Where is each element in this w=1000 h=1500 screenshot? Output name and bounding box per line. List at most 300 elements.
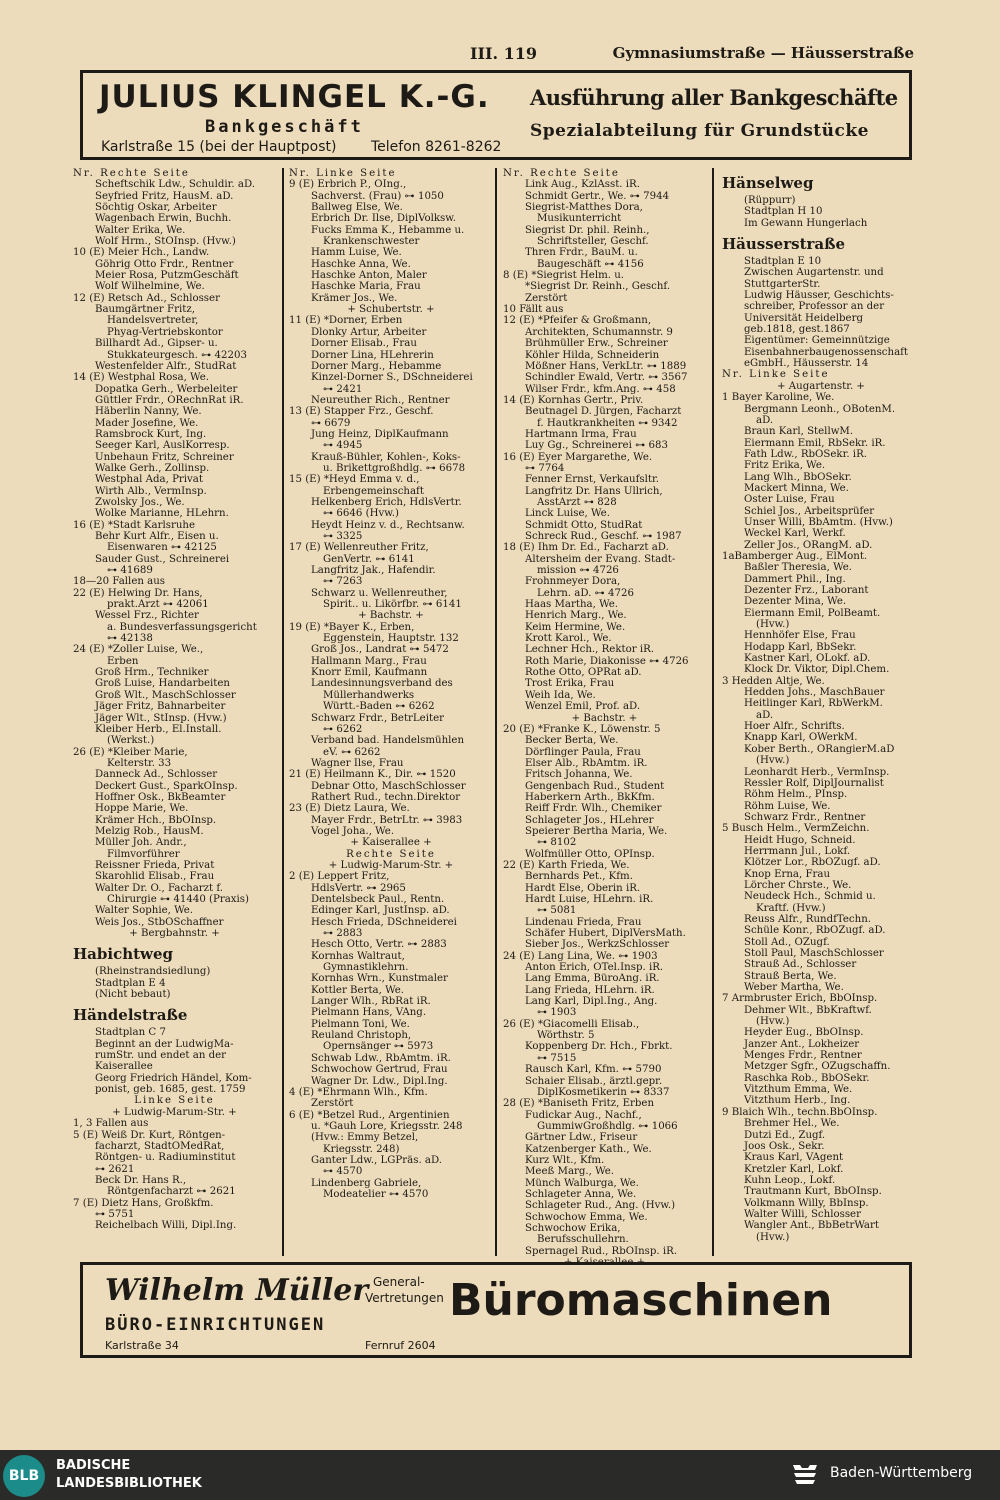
directory-entry: Schaier Elisab., ärztl.gepr. (525, 1075, 663, 1087)
directory-entry: Zwolsky Jos., We. (95, 496, 185, 508)
directory-entry: Haschke Anton, Maler (311, 270, 427, 282)
directory-entry: Helkenberg Erich, HdlsVertr. (311, 496, 462, 508)
directory-entry: Nr. Linke Seite (289, 168, 397, 179)
directory-entry: Kurz Wlt., Kfm. (525, 1154, 605, 1166)
directory-entry: Stadtplan E 10 (744, 256, 822, 268)
directory-entry: Wirth Alb., VermInsp. (95, 485, 207, 497)
directory-entry: Dammert Phil., Ing. (744, 573, 846, 585)
directory-entry: Trautmann Kurt, BbOInsp. (744, 1186, 882, 1198)
directory-entry: Landesinnungsverband des (311, 678, 453, 690)
directory-entry: Elser Alb., RbAmtm. iR. (525, 757, 648, 769)
directory-entry: 18 (E) Ihm Dr. Ed., Facharzt aD. (503, 542, 669, 554)
directory-entry: Hoer Alfr., Schrifts. (744, 721, 845, 733)
street-heading: Händelstraße (73, 1006, 188, 1025)
directory-entry: Hesch Frieda, DSchneiderei (311, 916, 457, 928)
directory-entry: Dehmer Wlt., BbKraftwf. (744, 1004, 872, 1016)
directory-entry: (Hvw.) (756, 619, 790, 631)
directory-entry: Haas Martha, We. (525, 599, 618, 611)
directory-entry: 18—20 Fallen aus (73, 576, 166, 588)
directory-entry: 16 (E) Eyer Margarethe, We. (503, 451, 653, 463)
directory-entry: Rausch Karl, Kfm. ⊶ 5790 (525, 1064, 662, 1076)
directory-entry: Stukkateurgesch. ⊶ 42203 (107, 349, 247, 361)
directory-entry: + Kaiserallee + (563, 1257, 646, 1268)
directory-entry: Wilser Frdr., kfm.Ang. ⊶ 458 (525, 383, 676, 395)
directory-entry: (Nicht bebaut) (95, 989, 171, 1001)
directory-entry: Beutnagel D. Jürgen, Facharzt (525, 406, 682, 418)
directory-entry: Siegrist-Matthes Dora, (525, 202, 643, 214)
directory-entry: Walter Erika, We. (95, 224, 186, 236)
directory-entry: Hoppe Marie, We. (95, 803, 189, 815)
directory-entry: Weis Jos., StbOSchaffner (95, 916, 224, 928)
directory-entry: Braun Karl, StellwM. (744, 426, 854, 438)
directory-entry: Wessel Frz., Richter (95, 610, 199, 622)
ad-equipment: BÜRO-EINRICHTUNGEN (105, 1315, 326, 1335)
directory-entry: Groß Luise, Handarbeiten (95, 678, 230, 690)
directory-entry: (Werkst.) (107, 735, 155, 747)
directory-entry: Mader Josefine, We. (95, 417, 199, 429)
directory-entry: Jäger Fritz, Bahnarbeiter (95, 701, 226, 713)
ad-products: Büromaschinen (449, 1275, 833, 1326)
directory-entry: Köhler Hilda, Schneiderin (525, 349, 660, 361)
directory-entry: Wolke Marianne, HLehrn. (95, 508, 229, 520)
directory-entry: Thren Frdr., BauM. u. (525, 247, 638, 259)
directory-entry: Röhm Luise, We. (744, 800, 831, 812)
directory-entry: 2 (E) Leppert Fritz, (289, 871, 390, 883)
directory-entry: 3 Hedden Altje, We. (722, 675, 825, 687)
ad-role-line-2: Vertretungen (365, 1291, 444, 1305)
directory-entry: Zerstört (525, 292, 568, 304)
directory-entry: Münch Walburga, We. (525, 1177, 639, 1189)
directory-entry: Spernagel Rud., RbOInsp. iR. (525, 1245, 678, 1257)
directory-entry: 11 (E) *Dorner, Erben (289, 315, 403, 327)
directory-entry: Scheftschik Ldw., Schuldir. aD. (95, 179, 256, 191)
directory-entry: Krauß-Bühler, Kohlen-, Koks- (311, 451, 461, 463)
directory-entry: Brehmer Hel., We. (744, 1118, 840, 1130)
directory-entry: Kraus Karl, VAgent (744, 1152, 844, 1164)
directory-entry: Eisenbahnerbaugenossenschaft (744, 346, 909, 358)
directory-entry: Haschke Maria, Frau (311, 281, 421, 293)
directory-entry: Reuss Alfr., RundfTechn. (744, 913, 871, 925)
directory-entry: Ballweg Else, We. (311, 202, 403, 214)
directory-entry: Fritz Erika, We. (744, 460, 826, 472)
directory-entry: Georg Friedrich Händel, Kom- (95, 1072, 252, 1084)
column-divider (495, 168, 497, 1256)
directory-entry: Dutzi Ed., Zugf. (744, 1129, 826, 1141)
directory-entry: Baugeschäft ⊶ 4156 (537, 258, 644, 270)
directory-entry: aD. (756, 709, 774, 721)
library-name (56, 1457, 202, 1493)
directory-column-2 (289, 168, 493, 1256)
directory-entry: Architekten, Schumannstr. 9 (525, 326, 673, 338)
directory-entry: Dentelsbeck Paul., Rentn. (311, 894, 445, 905)
directory-entry: ⊶ 8102 (537, 837, 577, 849)
directory-entry: Ludwig Häusser, Geschichts- (744, 290, 894, 302)
directory-entry: (Rheinstrandsiedlung) (95, 966, 211, 978)
directory-entry: Groß Wlt., MaschSchlosser (95, 689, 236, 701)
directory-entry: Lechner Hch., Rektor iR. (525, 644, 655, 656)
directory-entry: a. Bundesverfassungsgericht (107, 621, 257, 633)
directory-entry: 7 (E) Dietz Hans, Großkfm. (73, 1197, 214, 1209)
directory-entry: ⊶ 6262 (323, 723, 363, 735)
directory-entry: + Ludwig-Marum-Str. + (112, 1106, 237, 1118)
directory-entry: Haberkern Arth., BkKfm. (525, 791, 655, 803)
directory-entry: Strauß Berta, We. (744, 970, 837, 982)
directory-entry: Berufsschullehrn. (537, 1234, 629, 1246)
directory-entry: Walke Gerh., Zollinsp. (95, 462, 210, 474)
directory-column-3 (503, 168, 706, 1268)
directory-entry: Deckert Gust., SparkOInsp. (95, 780, 238, 792)
directory-entry: 7 Armbruster Erich, BbOInsp. (722, 993, 878, 1005)
directory-entry: f. Hautkrankheiten ⊶ 9342 (537, 417, 678, 429)
coat-of-arms-icon (790, 1460, 820, 1490)
directory-entry: Gengenbach Rud., Student (525, 780, 665, 792)
state-name: Baden-Württemberg (830, 1465, 973, 1481)
directory-entry: Kaiserallee (95, 1061, 153, 1073)
directory-entry: Linck Luise, We. (525, 508, 610, 520)
blb-logo-icon: BLB (3, 1455, 45, 1497)
directory-entry: Bergmann Leonh., OBotenM. (744, 403, 896, 415)
directory-entry: Neudeck Hch., Schmid u. (744, 891, 876, 903)
directory-entry: Siegrist Dr. phil. Reinh., (525, 224, 650, 236)
directory-entry: Wenzel Emil, Prof. aD. (525, 701, 641, 713)
directory-entry: Weih Ida, We. (525, 689, 596, 701)
directory-entry: (Hvw.) (756, 755, 790, 767)
directory-entry: ⊶ 5751 (95, 1208, 135, 1220)
directory-entry: 23 (E) Dietz Laura, We. (289, 803, 410, 815)
directory-entry: Verband bad. Handelsmühlen (311, 735, 465, 747)
directory-entry: Musikunterricht (537, 213, 622, 225)
directory-entry: Kleiber Herb., El.Install. (95, 723, 222, 735)
directory-entry: Knapp Karl, OWerkM. (744, 732, 858, 744)
directory-entry: Volkmann Willy, BbInsp. (744, 1197, 869, 1209)
directory-entry: Schmidt Otto, StudRat (525, 519, 643, 531)
directory-entry: Vitzthum Emma, We. (744, 1084, 853, 1096)
directory-entry: Nr. Linke Seite (722, 369, 830, 381)
directory-entry: Heydt Heinz v. d., Rechtsanw. (311, 519, 465, 531)
directory-entry: Keim Hermine, We. (525, 621, 626, 633)
ad-company-kind: Bankgeschäft (205, 117, 364, 137)
directory-entry: Krämer Jos., We. (311, 292, 398, 304)
directory-entry: Fenner Ernst, Verkaufsltr. (525, 474, 659, 486)
directory-entry: Schäfer Hubert, DiplVersMath. (525, 928, 686, 940)
directory-entry: *Siegrist Dr. Reinh., Geschf. (525, 281, 671, 293)
directory-entry: Schlageter Rud., Ang. (Hvw.) (525, 1200, 676, 1212)
directory-entry: Mackert Minna, We. (744, 482, 849, 494)
directory-entry: Heidt Hugo, Schneid. (744, 834, 856, 846)
directory-entry: Wagenbach Erwin, Buchh. (95, 213, 232, 225)
directory-entry: Phyag-Vertriebskontor (107, 326, 223, 338)
directory-entry: eV. ⊶ 6262 (323, 746, 381, 758)
directory-entry: Im Gewann Hungerlach (744, 217, 868, 229)
directory-entry: HdlsVertr. ⊶ 2965 (311, 882, 406, 894)
directory-entry: Altersheim der Evang. Stadt- (525, 553, 676, 565)
directory-entry: Pielmann Hans, VAng. (311, 1007, 427, 1019)
directory-entry: Zeller Jos., ORangM. aD. (744, 539, 873, 551)
directory-entry: Raschka Rob., BbOSekr. (744, 1072, 870, 1084)
directory-entry: Sachverst. (Frau) ⊶ 1050 (311, 190, 444, 202)
directory-entry: Baßler Theresia, We. (744, 562, 852, 574)
directory-entry: Dorner Elisab., Frau (311, 338, 417, 350)
directory-entry: Knorr Emil, Kaufmann (311, 667, 428, 679)
directory-entry: Schiel Jos., Arbeitsprüfer (744, 505, 875, 517)
directory-entry: ⊶ 42138 (107, 633, 153, 645)
directory-entry: Melzig Rob., HausM. (95, 825, 204, 837)
directory-entry: Henrich Marg., We. (525, 610, 627, 622)
directory-entry: Strauß Ad., Schlosser (744, 959, 857, 971)
directory-entry: ⊶ 2621 (95, 1163, 135, 1175)
directory-entry: Reichelbach Willi, Dipl.Ing. (95, 1220, 237, 1232)
directory-entry: Krämer Hch., BbOInsp. (95, 814, 217, 826)
directory-entry: GummiwGroßhdlg. ⊶ 1066 (537, 1120, 678, 1132)
ad-address: Karlstraße 34 (105, 1339, 179, 1352)
ad-role-line-1: General- (373, 1275, 425, 1289)
directory-entry: ⊶ 7515 (537, 1052, 577, 1064)
directory-entry: Häberlin Nanny, We. (95, 406, 202, 418)
directory-entry: Württ.-Baden ⊶ 6262 (323, 701, 435, 713)
directory-entry: Schmidt Gertr., We. ⊶ 7944 (525, 190, 670, 202)
directory-entry: Lehrn. aD. ⊶ 4726 (537, 587, 634, 599)
directory-entry: Krankenschwester (323, 236, 420, 248)
directory-entry: Joos Osk., Sekr. (744, 1140, 825, 1152)
directory-entry: Schwarz Frdr., BetrLeiter (311, 712, 444, 724)
directory-entry: rumStr. und endet an der (95, 1050, 227, 1062)
directory-entry: 6 (E) *Betzel Rud., Argentinien (289, 1109, 450, 1121)
directory-entry: Wagner Ilse, Frau (311, 757, 404, 769)
directory-entry: ⊶ 2421 (323, 383, 363, 395)
directory-entry: 15 (E) *Heyd Emma v. d., (289, 474, 420, 486)
directory-entry: StuttgarterStr. (744, 278, 821, 290)
directory-entry: (Hvw.: Emmy Betzel, (311, 1132, 419, 1144)
directory-entry: 9 Blaich Wlh., techn.BbOInsp. (722, 1106, 878, 1118)
directory-entry: Roth Marie, Diakonisse ⊶ 4726 (525, 655, 689, 667)
directory-entry: Gymnastiklehrn. (323, 962, 409, 974)
directory-entry: 26 (E) *Kleiber Marie, (73, 746, 188, 758)
directory-entry: Hedden Johs., MaschBauer (744, 687, 885, 699)
directory-entry: Sauder Gust., Schreinerei (95, 553, 230, 565)
street-heading: Häusserstraße (722, 235, 846, 254)
directory-entry: 9 (E) Erbrich P., OIng., (289, 179, 407, 191)
directory-entry: ⊶ 2883 (323, 928, 363, 940)
directory-entry: Reuland Christoph, (311, 1030, 412, 1042)
directory-entry: Trost Erika, Frau (525, 678, 615, 690)
directory-entry: Haschke Anna, We. (311, 258, 411, 270)
directory-entry: Skarohlid Elisab., Frau (95, 871, 215, 883)
directory-entry: Hamm Luise, We. (311, 247, 402, 259)
directory-entry: Lang Karl, Dipl.Ing., Ang. (525, 996, 658, 1008)
directory-entry: Erbengemeinschaft (323, 485, 424, 497)
directory-entry: Krott Karol., We. (525, 633, 612, 645)
directory-entry: 22 (E) Karth Frieda, We. (503, 859, 630, 871)
directory-entry: Dezenter Mina, We. (744, 596, 847, 608)
directory-entry: + Schubertstr. + (347, 304, 435, 316)
directory-entry: Beginnt an der LudwigMa- (95, 1038, 234, 1050)
directory-entry: Gärtner Ldw., Friseur (525, 1132, 638, 1144)
directory-entry: Groß Jos., Landrat ⊶ 5472 (311, 644, 449, 656)
directory-entry: Brühmüller Erw., Schreiner (525, 338, 668, 350)
directory-entry: Ramsbrock Kurt, Ing. (95, 428, 207, 440)
directory-entry: Klötzer Lor., RbOZugf. aD. (744, 857, 881, 869)
directory-entry: Rechte Seite (346, 848, 436, 860)
directory-entry: ⊶ 1903 (537, 1007, 577, 1019)
directory-entry: Jung Heinz, DiplKaufmann (311, 428, 449, 440)
directory-entry: Vitzthum Herb., Ing. (744, 1095, 851, 1107)
directory-entry: Schwochow Gertrud, Frau (311, 1064, 448, 1076)
directory-entry: 21 (E) Heilmann K., Dir. ⊶ 1520 (289, 769, 456, 781)
directory-entry: ⊶ 6646 (Hvw.) (323, 508, 399, 520)
directory-column-1 (73, 168, 276, 1256)
directory-entry: Schlageter Jos., HLehrer (525, 814, 654, 826)
directory-entry: 12 (E) Retsch Ad., Schlosser (73, 292, 220, 304)
directory-entry: Söchtig Oskar, Arbeiter (95, 202, 217, 214)
ad-phone: Telefon 8261-8262 (371, 139, 502, 155)
directory-entry: + Kaiserallee + (350, 837, 432, 849)
directory-entry: 16 (E) *Stadt Karlsruhe (73, 519, 195, 531)
directory-entry: Fath Ldw., RbOSekr. iR. (744, 448, 867, 460)
directory-entry: 1 Bayer Karoline, We. (722, 392, 835, 404)
directory-entry: 5 (E) Weiß Dr. Kurt, Röntgen- (73, 1129, 226, 1141)
directory-entry: Lang Wlh., BbOSekr. (744, 471, 852, 483)
directory-entry: 26 (E) *Giacomelli Elisab., (503, 1018, 640, 1030)
directory-entry: Kretzler Karl, Lokf. (744, 1163, 844, 1175)
directory-entry: Walter Dr. O., Facharzt f. (95, 882, 224, 894)
directory-entry: Güttler Frdr., ORechnRat iR. (95, 394, 244, 406)
directory-entry: Weckel Karl, Werkf. (744, 528, 846, 540)
directory-entry: Metzger Sgfr., OZugschaffn. (744, 1061, 891, 1073)
directory-entry: Ressler Rolf, DiplJournalist (744, 777, 884, 789)
directory-entry: Langfritz Dr. Hans Ullrich, (525, 485, 663, 497)
directory-entry: Mößner Hans, VerkLtr. ⊶ 1889 (525, 360, 687, 372)
directory-entry: Röntgen- u. Radiuminstitut (95, 1152, 236, 1164)
directory-entry: 10 Fällt aus (503, 304, 564, 316)
directory-entry: Linke Seite (134, 1095, 215, 1107)
directory-entry: Schindler Ewald, Vertr. ⊶ 3567 (525, 372, 688, 384)
directory-entry: Sieber Jos., WerkzSchlosser (525, 939, 670, 951)
directory-entry: Oster Luise, Frau (744, 494, 835, 506)
directory-entry: Schlageter Anna, We. (525, 1188, 637, 1200)
directory-entry: Lindenau Frieda, Frau (525, 916, 642, 928)
library-footer (0, 1450, 1000, 1500)
directory-entry: Lörcher Chrste., We. (744, 879, 852, 891)
column-divider (712, 168, 714, 1256)
directory-entry: Eigentümer: Gemeinnützige (744, 335, 890, 347)
directory-entry: Dorner Lina, HLehrerin (311, 349, 434, 361)
directory-entry: + Bachstr. + (571, 712, 638, 724)
bank-advertisement (80, 70, 912, 160)
directory-entry: Hardt Luise, HLehrn. iR. (525, 894, 654, 905)
directory-entry: Universität Heidelberg (744, 312, 863, 324)
directory-entry: Langer Wlh., RbRat iR. (311, 996, 431, 1008)
directory-entry: Kober Berth., ORangierM.aD (744, 743, 895, 755)
directory-entry: prakt.Arzt ⊶ 42061 (107, 599, 209, 611)
directory-entry: Koppenberg Dr. Hch., Fbrkt. (525, 1041, 673, 1053)
directory-entry: Eisenwaren ⊶ 42125 (107, 542, 217, 554)
ad-phone: Fernruf 2604 (365, 1339, 436, 1352)
directory-entry: Göhrig Otto Frdr., Rentner (95, 258, 234, 270)
page-number: III. 119 (470, 44, 537, 63)
directory-entry: Modeatelier ⊶ 4570 (323, 1188, 429, 1200)
directory-entry: Fritsch Johanna, We. (525, 769, 633, 781)
directory-entry: Schreck Rud., Geschf. ⊶ 1987 (525, 531, 682, 542)
office-machines-advertisement (80, 1262, 912, 1358)
directory-entry: Jäger Wlt., StInsp. (Hvw.) (95, 712, 227, 724)
directory-entry: Kottler Berta, We. (311, 984, 404, 996)
directory-entry: Schwochow Emma, We. (525, 1211, 648, 1223)
directory-entry: Neureuther Rich., Rentner (311, 394, 450, 406)
directory-entry: + Bergbahnstr. + (129, 928, 220, 940)
directory-entry: aD. (756, 414, 774, 426)
directory-entry: Katzenberger Kath., We. (525, 1143, 652, 1155)
directory-entry: schreiber, Professor an der (744, 301, 885, 313)
directory-entry: Schwarz u. Wellenreuther, (311, 587, 448, 599)
directory-entry: Eiermann Emil, PolBeamt. (744, 607, 881, 619)
directory-entry: Fudickar Aug., Nachf., (525, 1109, 642, 1121)
directory-entry: 5 Busch Helm., VermZeichn. (722, 823, 870, 835)
directory-entry: Kuhn Leop., Lokf. (744, 1174, 836, 1186)
directory-entry: Nr. Rechte Seite (73, 168, 190, 179)
directory-entry: + Augartenstr. + (777, 380, 865, 392)
directory-entry: Lindenberg Gabriele, (311, 1177, 422, 1189)
directory-entry: Schriftsteller, Geschf. (537, 236, 649, 248)
directory-entry: Lang Emma, BüroAng. iR. (525, 973, 660, 985)
directory-entry: (Hvw.) (756, 1231, 790, 1243)
directory-entry: ⊶ 7263 (323, 576, 363, 588)
directory-entry: 28 (E) *Baniseth Fritz, Erben (503, 1098, 655, 1110)
directory-entry: Walter Willi, Schlosser (744, 1208, 861, 1220)
directory-entry: eGmbH., Häusserstr. 14 (744, 358, 869, 370)
ad-slogan-primary: Ausführung aller Bankgeschäfte (530, 85, 898, 110)
street-heading: Hänselweg (722, 174, 814, 192)
directory-entry: 13 (E) Stapper Frz., Geschf. (289, 406, 434, 418)
directory-entry: Schwab Ldw., RbAmtm. iR. (311, 1052, 451, 1064)
directory-entry: u. *Gauh Lore, Kriegsstr. 248 (311, 1120, 463, 1132)
directory-entry: u. Brikettgroßhdlg. ⊶ 6678 (323, 462, 466, 474)
directory-entry: Wörthstr. 5 (537, 1030, 595, 1042)
directory-entry: Wangler Ant., BbBetrWart (744, 1220, 879, 1232)
directory-entry: Spirit.. u. Likörfbr. ⊶ 6141 (323, 599, 462, 611)
directory-entry: 24 (E) *Zoller Luise, We., (73, 644, 204, 656)
directory-entry: DiplKosmetikerin ⊶ 8337 (537, 1086, 670, 1098)
ad-company-name: Wilhelm Müller (105, 1273, 369, 1308)
directory-entry: Speierer Bertha Maria, We. (525, 825, 668, 837)
directory-entry: Erbrich Dr. Ilse, DiplVolksw. (311, 213, 457, 225)
directory-entry: ⊶ 4570 (323, 1166, 363, 1178)
directory-entry: Kraftf. (Hvw.) (756, 902, 826, 914)
directory-entry: Hodapp Karl, BbSekr. (744, 641, 857, 653)
page-street-range: Gymnasiumstraße — Häusserstraße (612, 44, 914, 62)
directory-entry: Reissner Frieda, Privat (95, 859, 215, 871)
directory-entry: mission ⊶ 4726 (537, 565, 619, 577)
directory-entry: Menges Frdr., Rentner (744, 1050, 862, 1062)
directory-entry: Heitlinger Karl, RbWerkM. (744, 698, 883, 710)
directory-entry: + Ludwig-Marum-Str. + (328, 859, 454, 871)
directory-entry: Beck Dr. Hans R., (95, 1174, 187, 1186)
directory-entry: Zwischen Augartenstr. und (744, 267, 884, 279)
directory-entry: Kelterstr. 33 (107, 757, 172, 769)
directory-entry: AsstArzt ⊶ 828 (537, 496, 617, 508)
directory-entry: + Bachstr. + (358, 610, 424, 622)
directory-entry: Janzer Ant., Lokheizer (744, 1038, 860, 1050)
directory-entry: Dezenter Frz., Laborant (744, 585, 869, 596)
directory-entry: Chirurgie ⊶ 41440 (Praxis) (107, 894, 250, 905)
directory-entry: Mayer Frdr., BetrLtr. ⊶ 3983 (311, 814, 463, 826)
directory-entry: Müllerhandwerks (323, 689, 415, 701)
directory-entry: Dorner Marg., Hebamme (311, 360, 442, 372)
directory-entry: Kornhas Waltraut, (311, 950, 405, 962)
library-name-line-1: BADISCHE (56, 1458, 131, 1473)
directory-entry: Anton Erich, OTel.Insp. iR. (525, 962, 664, 974)
directory-entry: Rathert Rud., techn.Direktor (311, 791, 461, 803)
directory-entry: Hallmann Marg., Frau (311, 655, 427, 667)
